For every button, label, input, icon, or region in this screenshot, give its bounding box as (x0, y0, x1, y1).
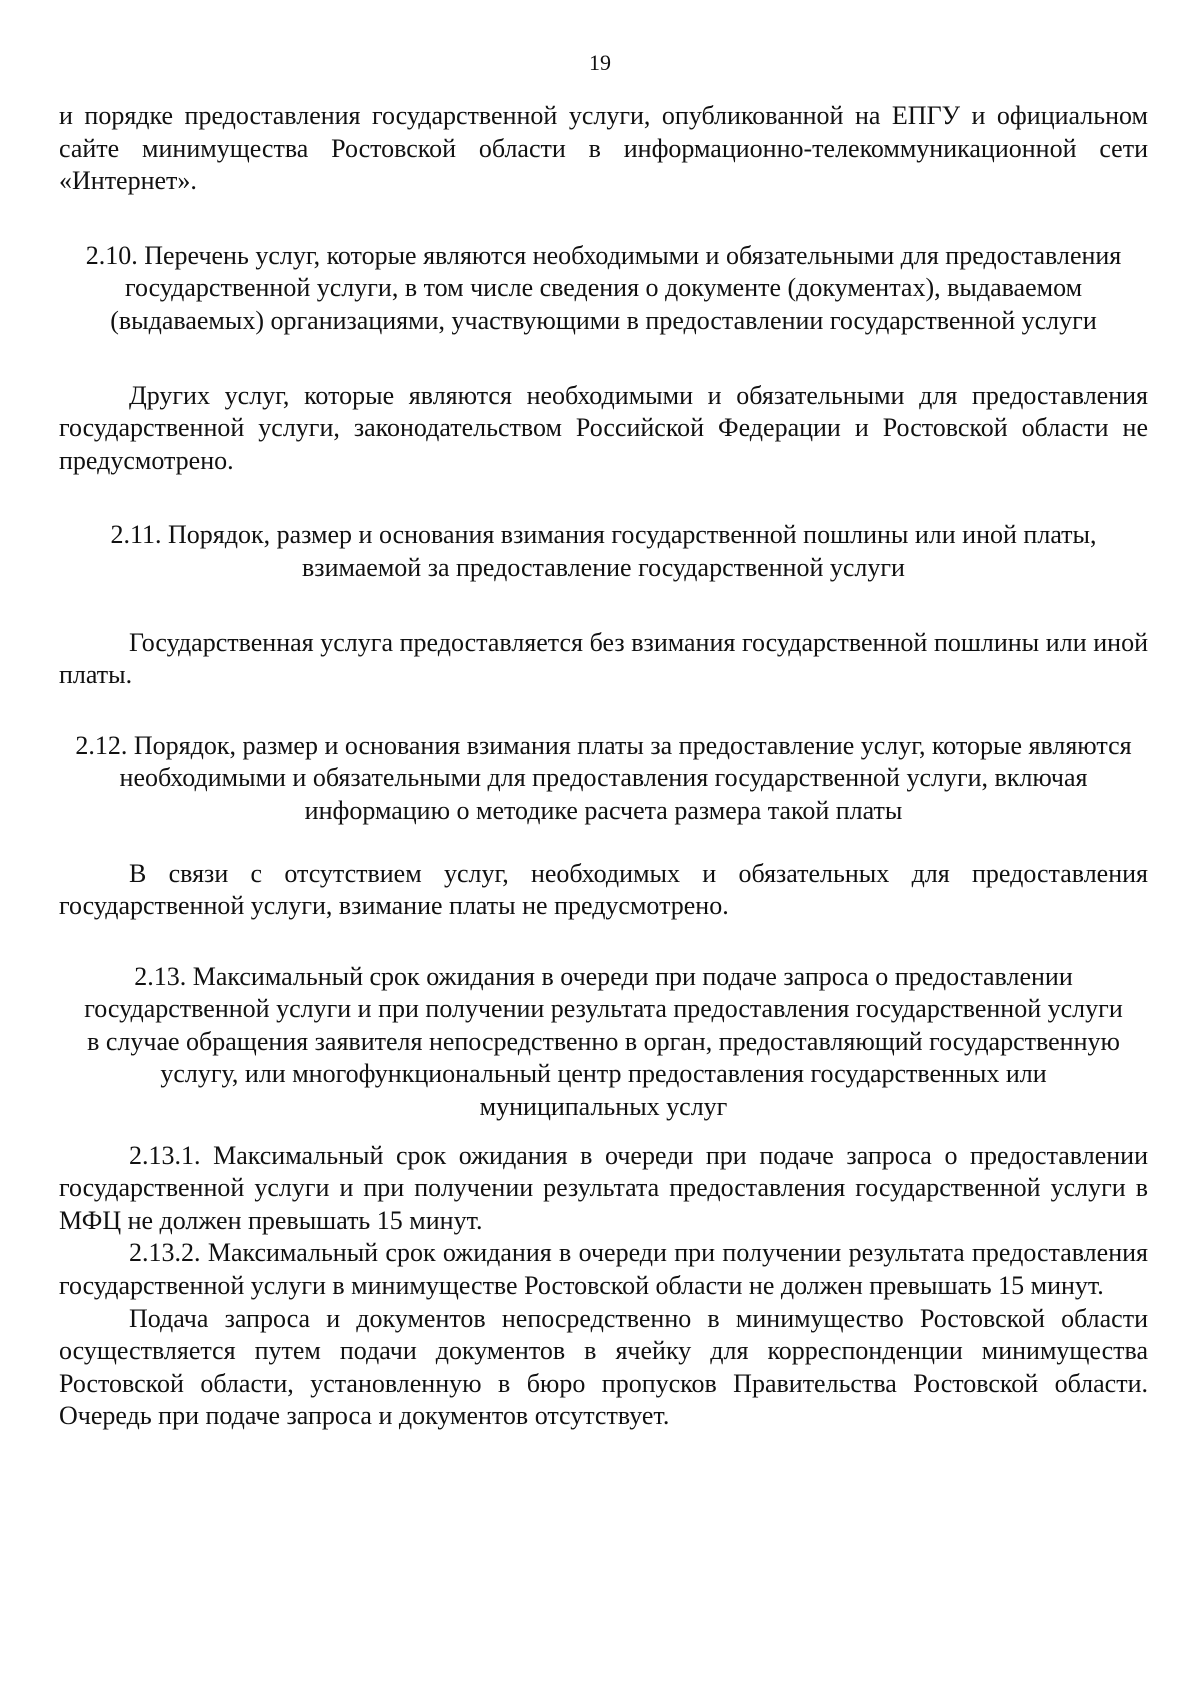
paragraph-2-10-text: Других услуг, которые являются необходимыми и обязательными для предоставления государственной услуги, законодательством Российской Федерации и Ростовской области не предусмотрено. (59, 380, 1148, 475)
spacer (59, 828, 1148, 858)
section-heading-2-10: 2.10. Перечень услуг, которые являются необходимыми и обязательными для предоставления государственной услуги, в том числе сведения о документе (документах), выдаваемом (выдаваемых) организациями, участвующими в предоставлении государственной услуги (85, 240, 1122, 335)
paragraph-2-13-1: 2.13.1. Максимальный срок ожидания в очереди при подаче запроса о предоставлении государственной услуги и при получении результата предоставления государственной услуги в МФЦ не должен превышать 15 минут. (59, 1140, 1148, 1235)
paragraph-continuation: и порядке предоставления государственной услуги, опубликованной на ЕПГУ и официальном сайте минимущества Ростовской области в информационно-телекоммуникационной сети «Интернет». (59, 101, 1148, 196)
spacer (59, 1124, 1148, 1140)
spacer (59, 692, 1148, 730)
spacer (59, 585, 1148, 627)
section-heading-2-11: 2.11. Порядок, размер и основания взимания государственной пошлины или иной платы, взимаемой за предоставление государственной услуги (110, 520, 1097, 582)
paragraph-2-13-3: Подача запроса и документов непосредственно в минимущество Ростовской области осуществляется путем подачи документов в ячейку для корреспонденции минимущества Ростовской области, установленную в бюро пропусков Правительства Ростовской области. Очередь при подаче запроса и документов отсутствует. (59, 1303, 1148, 1431)
section-heading-2-12: 2.12. Порядок, размер и основания взимания платы за предоставление услуг, которые являются необходимыми и обязательными для предоставления государственной услуги, включая информацию о методике расчета размера такой платы (75, 730, 1132, 825)
section-heading-2-13: 2.13. Максимальный срок ожидания в очереди при подаче запроса о предоставлении государственной услуги и при получении результата предоставления государственной услуги в случае обращения заявителя непосредственно в орган, предоставляющий государственную услугу, или многофункциональный центр предоставления государственных или муниципальных услуг (84, 961, 1123, 1122)
page-number: 19 (589, 50, 611, 75)
spacer (59, 338, 1148, 380)
document-body (59, 100, 1148, 1433)
paragraph-2-11-text: Государственная услуга предоставляется без взимания государственной пошлины или иной платы. (59, 627, 1148, 690)
paragraph-2-12-text: В связи с отсутствием услуг, необходимых и обязательных для предоставления государственной услуги, взимание платы не предусмотрено. (59, 858, 1148, 921)
spacer (59, 923, 1148, 961)
paragraph-2-13-2: 2.13.2. Максимальный срок ожидания в очереди при получении результата предоставления государственной услуги в минимуществе Ростовской области не должен превышать 15 минут. (59, 1238, 1148, 1301)
spacer (59, 198, 1148, 240)
spacer (59, 477, 1148, 519)
